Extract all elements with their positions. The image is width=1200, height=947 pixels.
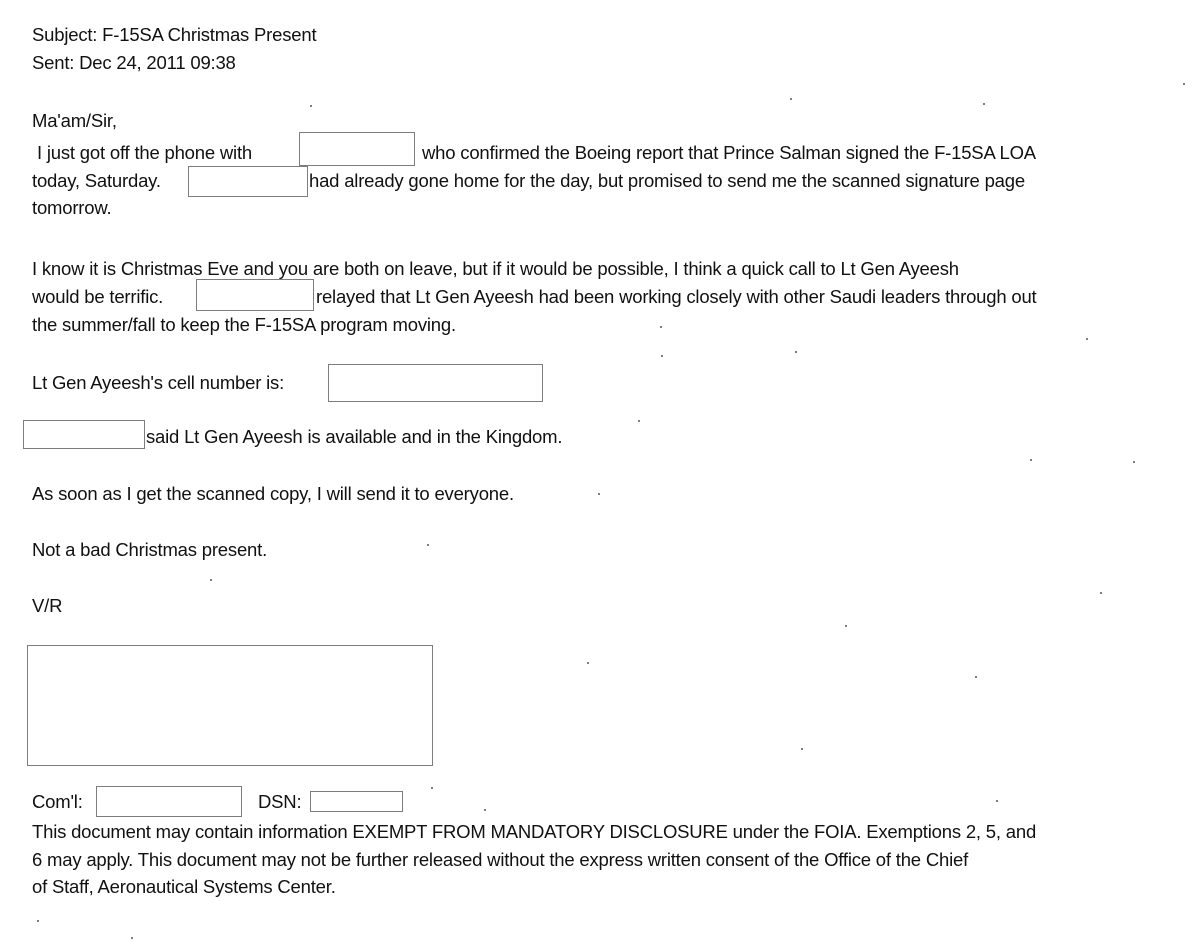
redaction-box bbox=[310, 791, 403, 812]
paragraph-1-line-2a: today, Saturday. bbox=[32, 170, 161, 191]
redaction-box bbox=[188, 166, 308, 197]
scan-speck bbox=[660, 326, 662, 328]
scan-speck bbox=[210, 579, 212, 581]
scan-speck bbox=[598, 493, 600, 495]
closing: V/R bbox=[32, 595, 63, 616]
foia-disclaimer-line-2: 6 may apply. This document may not be further released without the express written consent of the Office of the Chief bbox=[32, 849, 969, 870]
scan-speck bbox=[37, 920, 39, 922]
dsn-label: DSN: bbox=[258, 791, 302, 812]
scan-speck bbox=[1100, 592, 1102, 594]
redaction-box bbox=[299, 132, 415, 166]
email-subject: Subject: F-15SA Christmas Present bbox=[32, 24, 317, 45]
scan-speck bbox=[431, 787, 433, 789]
scan-speck bbox=[1183, 83, 1185, 85]
availability-line: said Lt Gen Ayeesh is available and in the Kingdom. bbox=[146, 426, 563, 447]
scan-speck bbox=[801, 748, 803, 750]
scan-speck bbox=[310, 105, 312, 107]
paragraph-2-line-2a: would be terrific. bbox=[32, 286, 164, 307]
scan-speck bbox=[983, 103, 985, 105]
foia-disclaimer-line-1: This document may contain information EXEMPT FROM MANDATORY DISCLOSURE under the FOIA. Exemptions 2, 5, and bbox=[32, 821, 1037, 842]
paragraph-1-line-2b: had already gone home for the day, but promised to send me the scanned signature page bbox=[309, 170, 1025, 191]
scan-speck bbox=[1133, 461, 1135, 463]
email-sent-date: Sent: Dec 24, 2011 09:38 bbox=[32, 52, 236, 73]
christmas-present-line: Not a bad Christmas present. bbox=[32, 539, 268, 560]
scan-speck bbox=[1030, 459, 1032, 461]
scan-speck bbox=[795, 351, 797, 353]
scan-speck bbox=[1086, 338, 1088, 340]
paragraph-1-line-1b: who confirmed the Boeing report that Prince Salman signed the F-15SA LOA bbox=[422, 142, 1036, 163]
scan-speck bbox=[790, 98, 792, 100]
scan-speck bbox=[975, 676, 977, 678]
scanned-copy-line: As soon as I get the scanned copy, I will send it to everyone. bbox=[32, 483, 514, 504]
scan-speck bbox=[661, 355, 663, 357]
cell-number-label: Lt Gen Ayeesh's cell number is: bbox=[32, 372, 285, 393]
scan-speck bbox=[638, 420, 640, 422]
scan-speck bbox=[996, 800, 998, 802]
paragraph-2-line-2b: relayed that Lt Gen Ayeesh had been working closely with other Saudi leaders through out bbox=[316, 286, 1037, 307]
paragraph-2-line-1: I know it is Christmas Eve and you are both on leave, but if it would be possible, I think a quick call to Lt Gen Ayeesh bbox=[32, 258, 959, 279]
coml-label: Com'l: bbox=[32, 791, 83, 812]
redaction-box bbox=[328, 364, 543, 402]
scan-speck bbox=[427, 544, 429, 546]
scan-speck bbox=[484, 809, 486, 811]
paragraph-1-line-1a: I just got off the phone with bbox=[37, 142, 252, 163]
paragraph-1-line-3: tomorrow. bbox=[32, 197, 112, 218]
scan-speck bbox=[845, 625, 847, 627]
foia-disclaimer-line-3: of Staff, Aeronautical Systems Center. bbox=[32, 876, 336, 897]
redaction-box bbox=[196, 279, 314, 311]
redaction-box bbox=[96, 786, 242, 817]
salutation: Ma'am/Sir, bbox=[32, 110, 117, 131]
paragraph-2-line-3: the summer/fall to keep the F-15SA program moving. bbox=[32, 314, 456, 335]
scan-speck bbox=[587, 662, 589, 664]
redaction-box bbox=[23, 420, 145, 449]
scan-speck bbox=[131, 937, 133, 939]
signature-redaction-box bbox=[27, 645, 433, 766]
